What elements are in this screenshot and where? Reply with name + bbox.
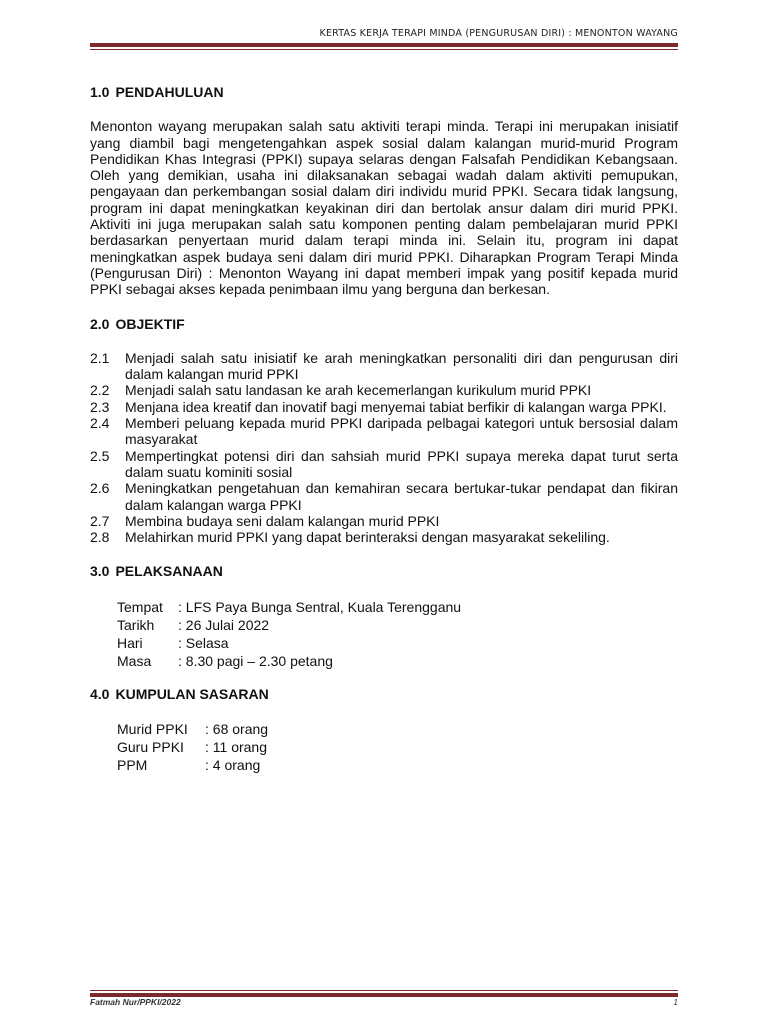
item-text: Memberi peluang kepada murid PPKI daripada pelbagai kategori untuk bersosial dalam masyarakat bbox=[125, 415, 678, 448]
row-value: : Selasa bbox=[178, 634, 229, 651]
item-number: 2.7 bbox=[90, 512, 110, 529]
implementation-table bbox=[117, 598, 461, 670]
item-text: Menjadi salah satu inisiatif ke arah meningkatkan personaliti diri dan pengurusan diri dalam kalangan murid PPKI bbox=[125, 349, 678, 383]
section-heading bbox=[90, 316, 678, 332]
row-label: Tarikh bbox=[117, 616, 155, 633]
table-row bbox=[117, 634, 461, 652]
intro-paragraph: Menonton wayang merupakan salah satu aktiviti terapi minda. Terapi ini merupakan inisiatif yang diambil bagi mengetengahkan aspek sosial dalam kalangan murid-murid Program Pendidikan Khas Integrasi (PPKI) supaya selaras dengan Falsafah Pendidikan Kebangsaan. Oleh yang demikian, usaha ini dilaksanakan sebagai wadah dalam aktiviti pemupukan, pengayaan dan perkembangan sosial dalam diri individu murid PPKI. Secara tidak langsung, program ini dapat meningkatkan keyakinan diri dan bertolak ansur dalam diri murid PPKI. Aktiviti ini juga merupakan salah satu komponen penting dalam pembelajaran murid PPKI berdasarkan penyertaan murid dalam terapi minda ini. Selain itu, program ini dapat meningkatkan aspek budaya seni dalam diri murid PPKI. Diharapkan Program Terapi Minda (Pengurusan Diri) : Menonton Wayang ini dapat memberi impak yang positif kepada murid PPKI sebagai akses kepada penimbaan ilmu yang berguna dan berkesan. bbox=[90, 118, 678, 298]
row-value: : 68 orang bbox=[205, 721, 269, 738]
item-text: Membina budaya seni dalam kalangan murid PPKI bbox=[125, 512, 440, 529]
item-text: Meningkatkan pengetahuan dan kemahiran secara bertukar-tukar pendapat dan fikiran dalam kalangan warga PPKI bbox=[125, 480, 678, 513]
table-row bbox=[117, 598, 461, 616]
section-pelaksanaan bbox=[90, 563, 678, 669]
table-row bbox=[117, 720, 268, 738]
footer-rule bbox=[90, 990, 678, 997]
item-number: 2.8 bbox=[90, 529, 110, 546]
table-row bbox=[117, 616, 461, 634]
row-label: Guru PPKI bbox=[117, 739, 184, 756]
section-kumpulan-sasaran bbox=[90, 686, 678, 774]
list-item bbox=[90, 415, 678, 448]
row-label: Tempat bbox=[117, 598, 163, 615]
section-pendahuluan bbox=[90, 84, 678, 298]
row-value: : LFS Paya Bunga Sentral, Kuala Terengganu bbox=[178, 598, 462, 615]
row-label: Murid PPKI bbox=[117, 721, 188, 738]
table-row bbox=[117, 756, 268, 774]
section-number: 3.0 bbox=[90, 563, 110, 580]
item-number: 2.1 bbox=[90, 349, 110, 366]
document-body bbox=[90, 84, 678, 774]
section-title: OBJEKTIF bbox=[115, 315, 185, 332]
section-heading bbox=[90, 563, 678, 579]
section-number: 4.0 bbox=[90, 685, 110, 702]
page-number: 1 bbox=[673, 997, 678, 1007]
objectives-list bbox=[90, 350, 678, 546]
item-number: 2.2 bbox=[90, 382, 110, 399]
row-value: : 4 orang bbox=[205, 757, 261, 774]
item-number: 2.4 bbox=[90, 415, 110, 432]
section-heading bbox=[90, 84, 678, 100]
header-title: KERTAS KERJA TERAPI MINDA (PENGURUSAN DIRI) : MENONTON WAYANG bbox=[319, 28, 678, 39]
row-value: : 11 orang bbox=[205, 739, 268, 756]
footer-author: Fatmah Nur/PPKI/2022 bbox=[90, 997, 181, 1007]
list-item bbox=[90, 382, 678, 398]
row-label: Hari bbox=[117, 634, 143, 651]
header-rule bbox=[90, 43, 678, 50]
section-number: 2.0 bbox=[90, 315, 110, 332]
target-table bbox=[117, 720, 268, 774]
table-row bbox=[117, 652, 461, 670]
list-item bbox=[90, 448, 678, 481]
section-heading bbox=[90, 686, 678, 702]
table-row bbox=[117, 738, 268, 756]
list-item bbox=[90, 480, 678, 513]
section-title: PENDAHULUAN bbox=[115, 84, 224, 100]
row-value: : 8.30 pagi – 2.30 petang bbox=[178, 652, 333, 669]
row-label: PPM bbox=[117, 757, 148, 774]
item-text: Menjana idea kreatif dan inovatif bagi menyemai tabiat berfikir di kalangan warga PPKI. bbox=[125, 398, 667, 415]
section-title: PELAKSANAAN bbox=[115, 563, 223, 580]
item-text: Melahirkan murid PPKI yang dapat berinteraksi dengan masyarakat sekeliling. bbox=[125, 529, 610, 546]
row-label: Masa bbox=[117, 652, 152, 669]
item-text: Mempertingkat potensi diri dan sahsiah murid PPKI supaya mereka dapat turut serta dalam suatu kominiti sosial bbox=[125, 447, 678, 480]
item-number: 2.6 bbox=[90, 480, 110, 497]
item-number: 2.5 bbox=[90, 447, 110, 464]
row-value: : 26 Julai 2022 bbox=[178, 616, 270, 633]
section-number: 1.0 bbox=[90, 84, 110, 100]
list-item bbox=[90, 513, 678, 529]
item-number: 2.3 bbox=[90, 398, 110, 415]
list-item bbox=[90, 529, 678, 545]
list-item bbox=[90, 350, 678, 383]
section-title: KUMPULAN SASARAN bbox=[115, 685, 269, 702]
section-objektif bbox=[90, 316, 678, 546]
list-item bbox=[90, 399, 678, 415]
item-text: Menjadi salah satu landasan ke arah kecemerlangan kurikulum murid PPKI bbox=[125, 382, 592, 399]
